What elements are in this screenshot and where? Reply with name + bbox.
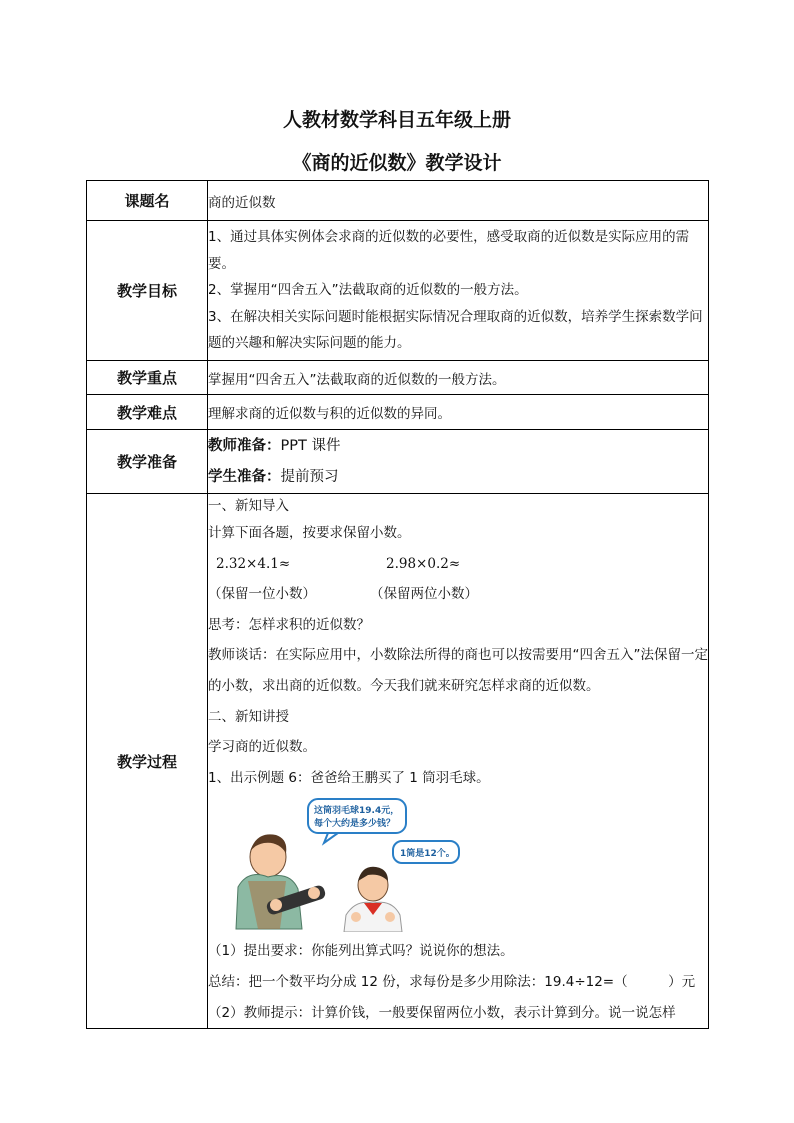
row-key — [87, 361, 709, 395]
lesson-plan-table — [86, 180, 709, 1029]
process-line-8: （1）提出要求：你能列出算式吗？说说你的想法。 — [208, 943, 514, 960]
calc-item-1: 2.32×4.1≈ — [216, 555, 291, 572]
row-topic — [87, 181, 709, 221]
value-prep — [208, 430, 709, 494]
row-process — [87, 494, 709, 1029]
label-prep: 教学准备 — [87, 430, 208, 494]
process-line-2: 计算下面各题，按要求保留小数。 — [208, 525, 411, 541]
process-line-7: 1、出示例题 6：爸爸给王鹏买了 1 筒羽毛球。 — [208, 769, 490, 786]
bubble-father-line-1: 这筒羽毛球19.4元， — [314, 806, 400, 817]
value-difficult: 理解求商的近似数与积的近似数的异同。 — [208, 395, 709, 430]
label-topic: 课题名 — [87, 181, 208, 221]
label-key: 教学重点 — [87, 361, 208, 395]
value-topic: 商的近似数 — [208, 181, 709, 221]
bubble-son: 1筒是12个。 — [400, 849, 455, 860]
process-line-3: 思考：怎样求积的近似数？ — [208, 616, 370, 633]
calc-row — [208, 549, 708, 580]
document-title: 人教材数学科目五年级上册 — [282, 109, 511, 131]
label-process: 教学过程 — [87, 494, 208, 1029]
label-difficult: 教学难点 — [87, 395, 208, 430]
student-prep-label: 学生准备： — [208, 468, 281, 485]
example-illustration — [228, 797, 468, 932]
note-1: （保留一位小数） — [208, 586, 316, 603]
goal-item-1: 1、通过具体实例体会求商的近似数的必要性，感受取商的近似数是实际应用的需要。 — [208, 229, 690, 272]
value-key: 掌握用“四舍五入”法截取商的近似数的一般方法。 — [208, 361, 709, 395]
calc-item-2: 2.98×0.2≈ — [386, 555, 461, 572]
row-prep — [87, 430, 709, 494]
student-prep-value: 提前预习 — [280, 468, 339, 485]
process-line-6: 学习商的近似数。 — [208, 739, 316, 756]
note-row — [208, 579, 708, 610]
goal-item-3: 3、在解决相关实际问题时能根据实际情况合理取商的近似数，培养学生探索数学问题的兴趣和解决实际问题的能力。 — [208, 308, 703, 352]
value-process — [208, 494, 709, 1029]
row-goals — [87, 221, 709, 361]
teacher-prep-value: PPT 课件 — [280, 437, 341, 454]
process-line-9: 总结：把一个数平均分成 12 份，求每份是多少用除法：19.4÷12=（ ）元 — [208, 973, 696, 990]
note-2: （保留两位小数） — [370, 586, 478, 603]
bubble-father-line-2: 每个大约是多少钱？ — [314, 819, 396, 830]
goal-item-2: 2、掌握用“四舍五入”法截取商的近似数的一般方法。 — [208, 282, 528, 299]
teacher-prep-label: 教师准备： — [208, 437, 281, 454]
process-line-10: （2）教师提示：计算价钱，一般要保留两位小数，表示计算到分。说一说怎样 — [208, 1004, 676, 1021]
document-subtitle: 《商的近似数》教学设计 — [292, 152, 502, 174]
label-goals: 教学目标 — [87, 221, 208, 361]
row-difficult — [87, 395, 709, 430]
process-line-5: 二、新知讲授 — [208, 708, 289, 725]
father-son-illustration — [228, 797, 468, 932]
process-line-1: 一、新知导入 — [208, 498, 289, 514]
process-line-4: 教师谈话：在实际应用中，小数除法所得的商也可以按需要用“四舍五入”法保留一定的小数，求出商的近似数。今天我们就来研究怎样求商的近似数。 — [208, 647, 708, 694]
value-goals — [208, 221, 709, 361]
